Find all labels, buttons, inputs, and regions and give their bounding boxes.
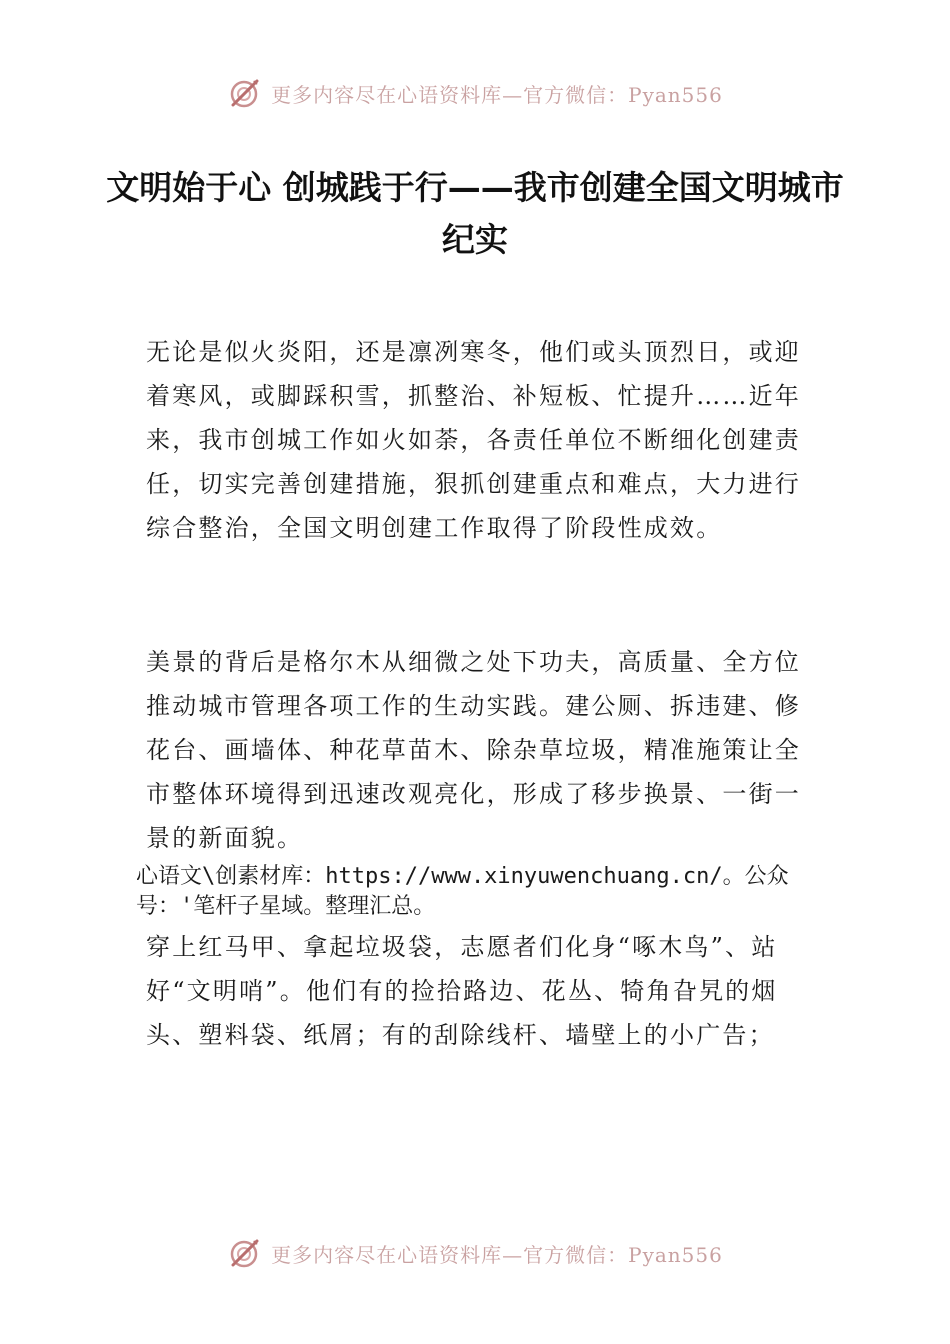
paragraph-1: 无论是似火炎阳，还是凛冽寒冬，他们或头顶烈日，或迎着寒风，或脚踩积雪，抓整治、补短板、忙提升……近年来，我市创城工作如火如荼，各责任单位不断细化创建责任，切实完善创建措施，狠抓创建重点和难点，大力进行综合整治，全国文明创建工作取得了阶段性成效。 [146,338,801,542]
header-banner-text: 更多内容尽在心语资料库—官方微信：Pyan556 [271,82,723,107]
brand-logo-icon [227,75,263,111]
footer-banner [0,1231,950,1275]
page-title: 文明始于心 创城践于行——我市创建全国文明城市纪实 [106,168,844,259]
paragraph-2: 美景的背后是格尔木从细微之处下功夫，高质量、全方位推动城市管理各项工作的生动实践。建公厕、拆违建、修花台、画墙体、种花草苗木、除杂草垃圾，精准施策让全市整体环境得到迅速改观亮化，形成了移步换景、一街一景的新面貌。 [146,648,801,852]
source-note: 心语文\创素材库：https://www.xinyuwenchuang.cn/。公众号：'笔杆子星域。整理汇总。 [136,864,789,919]
footer-banner-text: 更多内容尽在心语资料库—官方微信：Pyan556 [271,1242,723,1267]
brand-logo-icon [227,1235,263,1271]
paragraph-3: 穿上红马甲、拿起垃圾袋，志愿者们化身“啄木鸟”、站好“文明哨”。他们有的捡拾路边、花丛、犄角旮旯的烟头、塑料袋、纸屑；有的刮除线杆、墙壁上的小广告； [146,933,778,1049]
header-banner [0,71,950,115]
